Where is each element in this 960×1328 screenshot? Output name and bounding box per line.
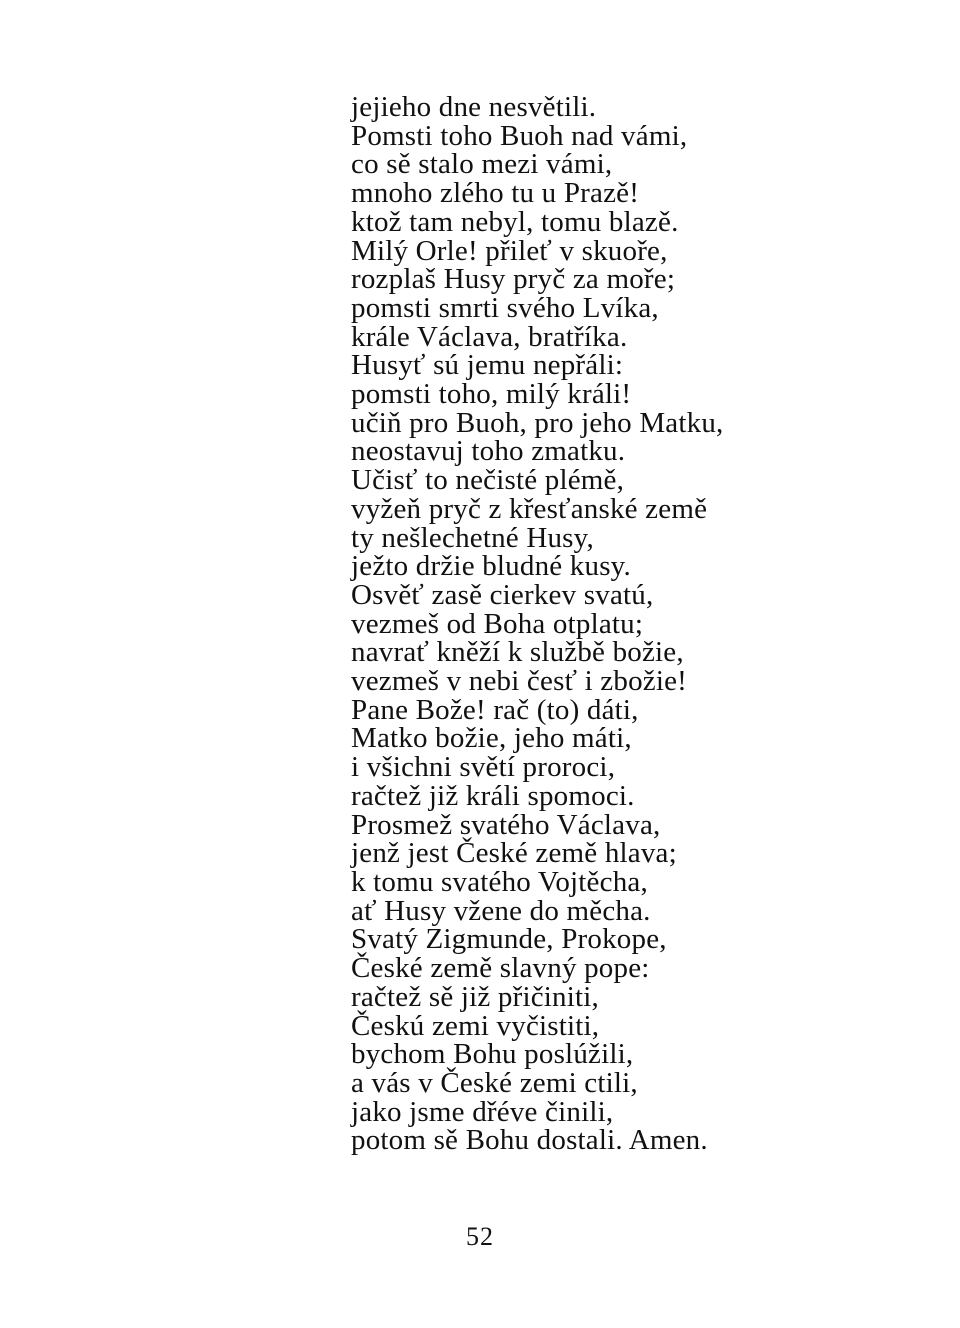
- poem-line: Milý Orle! přileť v skuoře,: [351, 234, 668, 267]
- poem-line: Pane Bože! rač (to) dáti,: [351, 693, 639, 726]
- poem-line: České země slavný pope:: [351, 952, 650, 985]
- poem-line: a vás v České zemi ctili,: [351, 1066, 638, 1099]
- poem-line: jako jsme dřéve činili,: [351, 1095, 614, 1128]
- poem-line: rozplaš Husy pryč za moře;: [351, 263, 676, 296]
- poem-line: vezmeš od Boha otplatu;: [351, 607, 644, 640]
- poem-line: bychom Bohu poslúžili,: [351, 1038, 634, 1071]
- poem-line: Matko božie, jeho máti,: [351, 722, 632, 755]
- poem-line: i všichni světí proroci,: [351, 751, 616, 784]
- poem-line: pomsti toho, milý králi!: [351, 378, 632, 411]
- poem-line: račtež sě již přičiniti,: [351, 980, 599, 1013]
- poem-line: račtež již králi spomoci.: [351, 779, 635, 812]
- poem-line: pomsti smrti svého Lvíka,: [351, 291, 659, 324]
- poem-line: k tomu svatého Vojtěcha,: [351, 865, 648, 898]
- poem-line: mnoho zlého tu u Prazě!: [351, 177, 640, 210]
- poem-line: Osvěť zasě cierkev svatú,: [351, 578, 654, 611]
- poem-line: ty nešlechetné Husy,: [351, 521, 594, 554]
- poem-line: vyžeň pryč z křesťanské země: [351, 492, 708, 525]
- poem-line: učiň pro Buoh, pro jeho Matku,: [351, 406, 724, 439]
- poem-line: jejieho dne nesvětili.: [351, 91, 597, 123]
- poem-line: ktož tam nebyl, tomu blazě.: [351, 205, 679, 238]
- poem-line: Pomsti toho Buoh nad vámi,: [351, 119, 688, 152]
- poem-line: Prosmež svatého Václava,: [351, 808, 661, 841]
- poem-line: potom sě Bohu dostali. Amen.: [351, 1124, 708, 1157]
- poem-line: Českú zemi vyčistiti,: [351, 1009, 600, 1042]
- poem-line: Svatý Zigmunde, Prokope,: [351, 923, 667, 956]
- poem-line: ať Husy vžene do měcha.: [351, 894, 651, 927]
- poem-line: navrať kněží k službě božie,: [351, 636, 684, 669]
- poem-line: Husyť sú jemu nepřáli:: [351, 349, 624, 382]
- poem-line: co sě stalo mezi vámi,: [351, 148, 613, 181]
- poem-text: [351, 93, 723, 1155]
- poem-line: vezmeš v nebi česť i zbožie!: [351, 665, 688, 698]
- poem-line: neostavuj toho zmatku.: [351, 435, 626, 468]
- poem-line: Učisť to nečisté plémě,: [351, 464, 625, 497]
- poem-line: jenž jest České země hlava;: [351, 837, 677, 870]
- poem-line: krále Václava, bratříka.: [351, 320, 628, 353]
- poem-line: ježto držie bludné kusy.: [351, 550, 631, 583]
- page-number: 52: [466, 1222, 494, 1251]
